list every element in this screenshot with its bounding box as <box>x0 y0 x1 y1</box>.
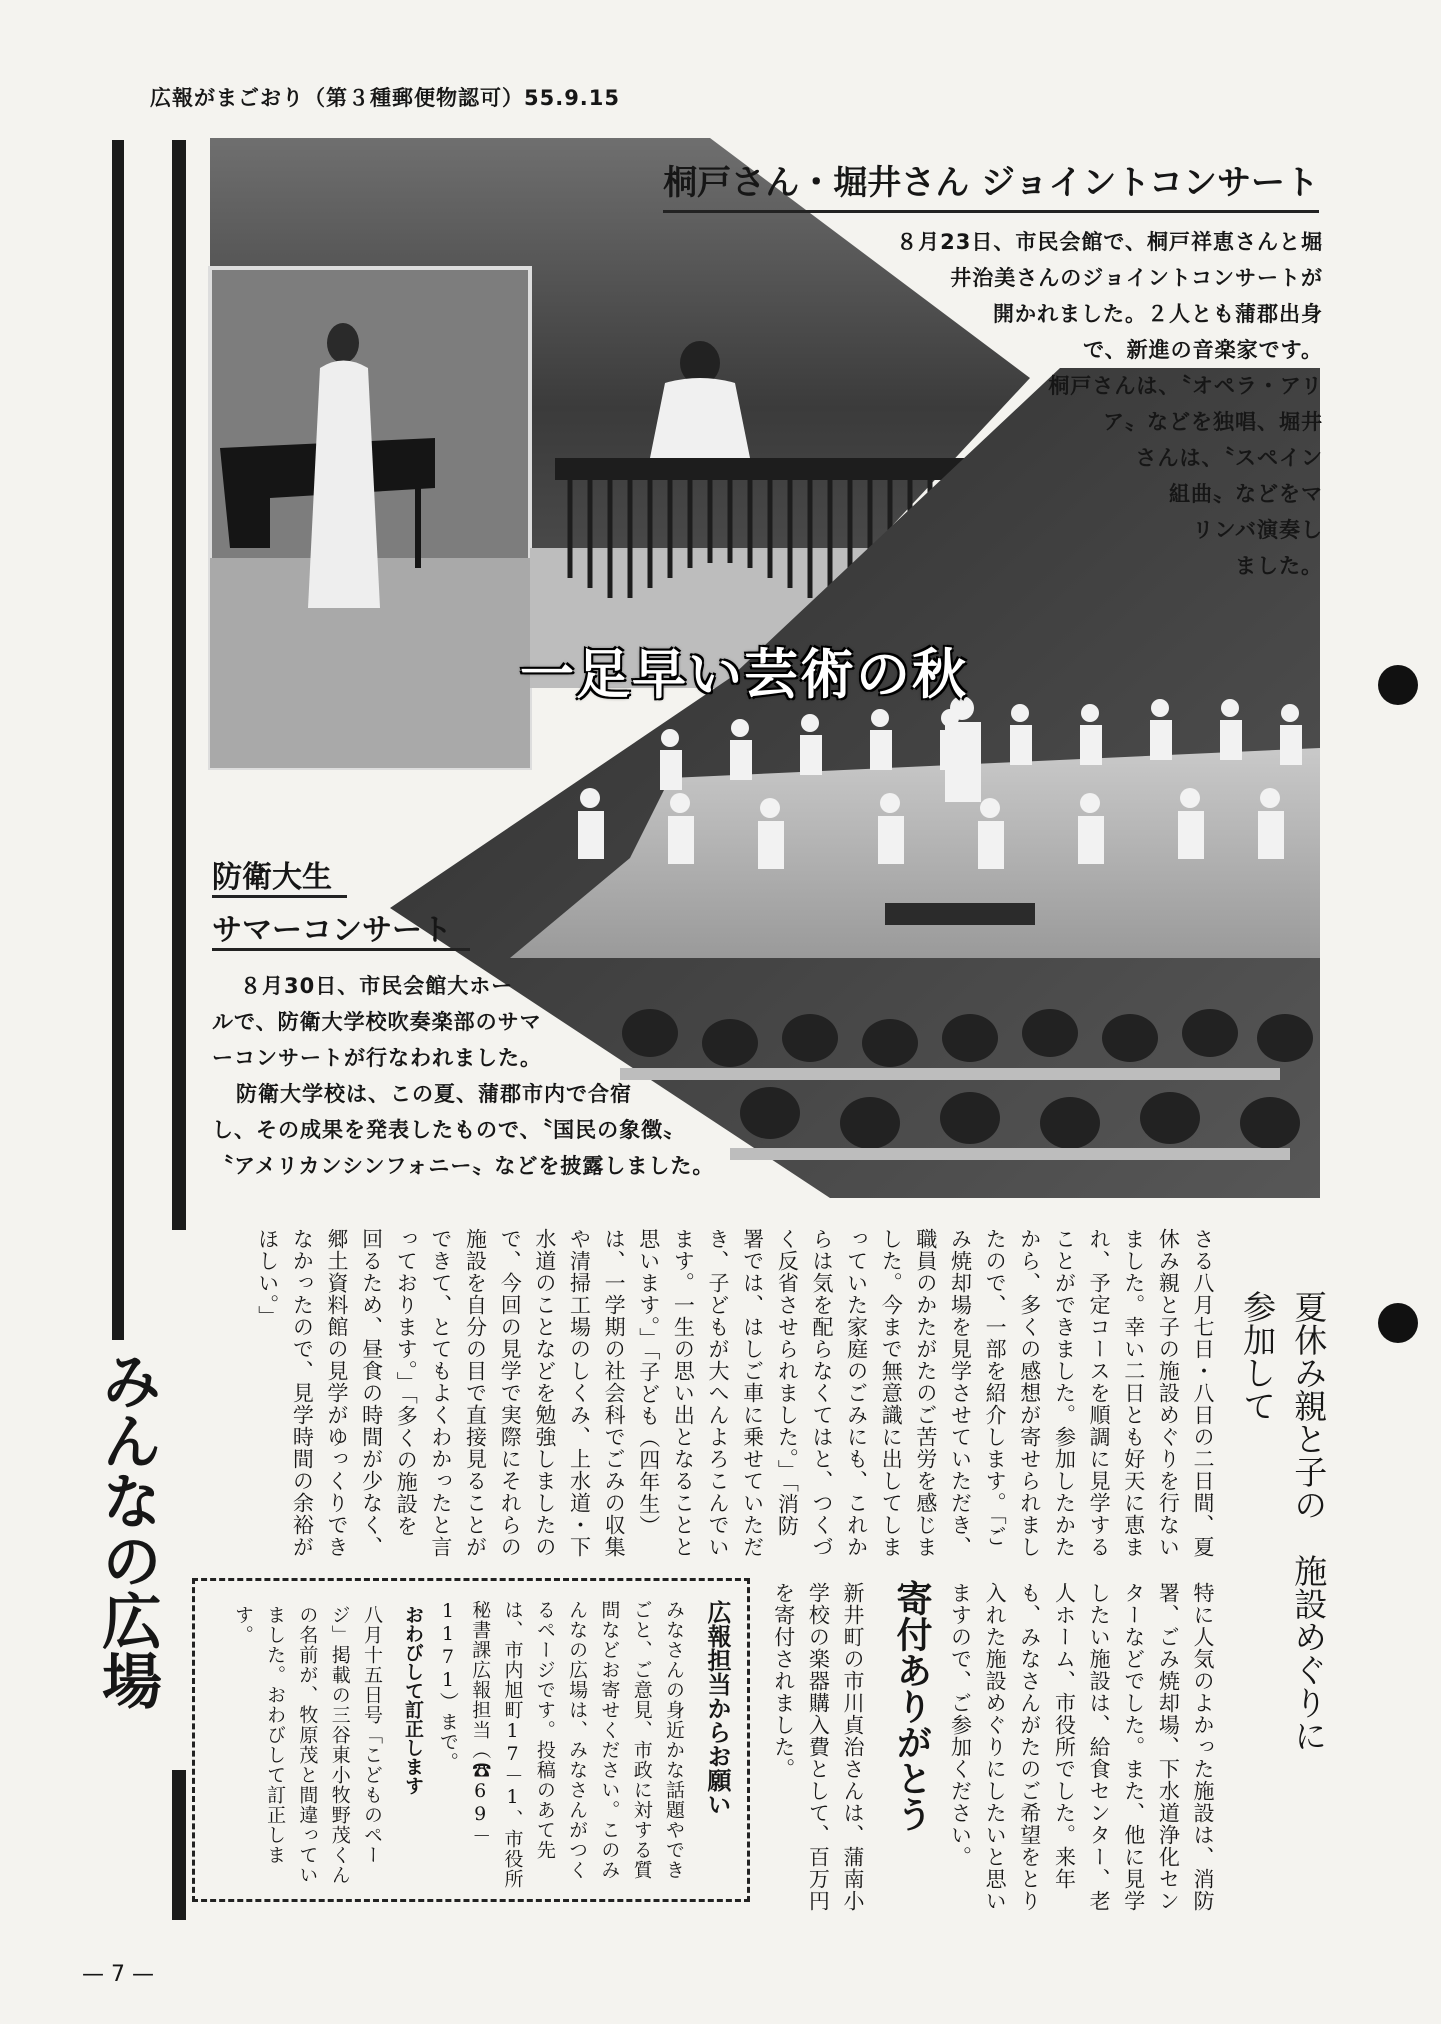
correction-body <box>208 1605 388 1890</box>
headline-rule <box>212 948 470 951</box>
joint-concert-text-line: 桐戸さんは、〝オペラ・アリ <box>1048 374 1323 398</box>
binder-hole-bottom <box>1378 1303 1418 1343</box>
donation-headline: 寄付ありがとう <box>891 1580 932 1832</box>
summer-concert-headline-2: サマーコンサート <box>212 913 452 948</box>
correction-text: 八月十五日号「こどものページ」掲載の三谷東小牧野茂くんの名前が、牧原茂と間違っていました。おわびして訂正します。 <box>231 1605 383 1885</box>
summer-concert-text-line: 〝アメリカンシンフォニー〟などを披露しました。 <box>212 1154 715 1178</box>
tour-headline: 夏休み親と子の 施設めぐりに参加して <box>1238 1290 1329 1752</box>
joint-concert-text-line: 井治美さんのジョイントコンサートが <box>950 266 1323 290</box>
notice-text: みなさんの身近かな話題やできごと、ご意見、市政に対する質問などお寄せください。このみんなの広場は、みなさんがつくるページです。投稿のあて先は、市内旭町17－1、市役所秘書課広報担当（☎69－1171）まで。 <box>436 1600 685 1889</box>
donation-body <box>760 1582 870 1912</box>
joint-concert-text-line: 開かれました。２人とも蒲郡出身 <box>993 302 1323 326</box>
notice-body <box>436 1600 690 1890</box>
tour-body-lower <box>948 1582 1220 1912</box>
joint-concert-text-line: ８月23日、市民会館で、桐戸祥恵さんと堀 <box>896 230 1323 254</box>
joint-concert-text-line: で、新進の音楽家です。 <box>1083 338 1323 362</box>
summer-concert-text-line: し、その成果を発表したもので、〝国民の象徴〟 <box>212 1118 686 1142</box>
tour-followup-text: 特に人気のよかった施設は、消防署、ごみ焼却場、下水道浄化センターなどでした。また、他に見学したい施設は、給食センター、老人ホーム、市役所でした。来年も、みなさんがたのご希望をとり入れた施設めぐりにしたいと思いますので、ご参加ください。 <box>948 1582 1215 1912</box>
donation-text: 新井町の市川貞治さんは、蒲南小学校の楽器購入費として、百万円を寄付されました。 <box>771 1582 865 1912</box>
notice-headline: 広報担当からお願い <box>703 1600 731 1816</box>
tour-body-upper <box>230 1228 1220 1558</box>
joint-concert-text-line: ました。 <box>1235 554 1323 578</box>
summer-concert-text-line: 防衛大学校は、この夏、蒲郡市内で合宿 <box>236 1082 632 1106</box>
masthead: 広報がまごおり（第３種郵便物認可）55.9.15 <box>150 86 621 110</box>
summer-concert-text-line: ルで、防衛大学校吹奏楽部のサマ <box>212 1010 542 1034</box>
left-rail-bottom <box>172 1770 186 1920</box>
feature-headline: 一足早い芸術の秋 <box>520 643 968 706</box>
correction-headline: おわびして訂正します <box>402 1605 424 1795</box>
joint-concert-text-line: 組曲〟などをマ <box>1169 482 1323 506</box>
binder-hole-top <box>1378 665 1418 705</box>
left-rail-outer <box>112 140 124 1340</box>
summer-concert-text-line: ８月30日、市民会館大ホー <box>240 974 514 998</box>
joint-concert-text-line: さんは、〝スペイン <box>1135 446 1323 470</box>
headline-rule <box>212 895 347 898</box>
joint-concert-headline: 桐戸さん・堀井さん ジョイントコンサート <box>663 155 1319 213</box>
page-number: — 7 — <box>82 1962 154 1987</box>
joint-concert-text-line: ア〟などを独唱、堀井 <box>1103 410 1323 434</box>
joint-concert-text-line: リンバ演奏し <box>1192 518 1323 542</box>
left-rail-inner <box>172 140 186 1230</box>
section-title: みんなの広場 <box>92 1350 162 1710</box>
summer-concert-headline-1: 防衛大生 <box>212 860 332 895</box>
tour-body-text: さる八月七日・八日の二日間、夏休み親と子の施設めぐりを行ないました。幸い二日とも好天に恵まれ、予定コースを順調に見学することができました。参加したかたから、多くの感想が寄せられましたので、一部を紹介します。「ごみ焼却場を見学させていただき、職員のかたがたのご苦労を感じました。今まで無意識に出してしまっていた家庭のごみにも、これからは気を配らなくてはと、つくづく反省させられました。」「消防署では、はしご車に乗せていただき、子どもが大へんよろこんでいます。一生の思い出となることと思います。」「子ども（四年生）は、一学期の社会科でごみの収集や清掃工場のしくみ、上水道・下水道のことなどを勉強しましたので、今回の見学で実際にそれらの施設を自分の目で直接見ることができて、とてもよくわかったと言っております。」「多くの施設を回るため、昼食の時間が少なく、郷土資料館の見学がゆっくりできなかったので、見学時間の余裕がほしい。」 <box>255 1228 1215 1558</box>
summer-concert-text-line: ーコンサートが行なわれました。 <box>212 1046 542 1070</box>
